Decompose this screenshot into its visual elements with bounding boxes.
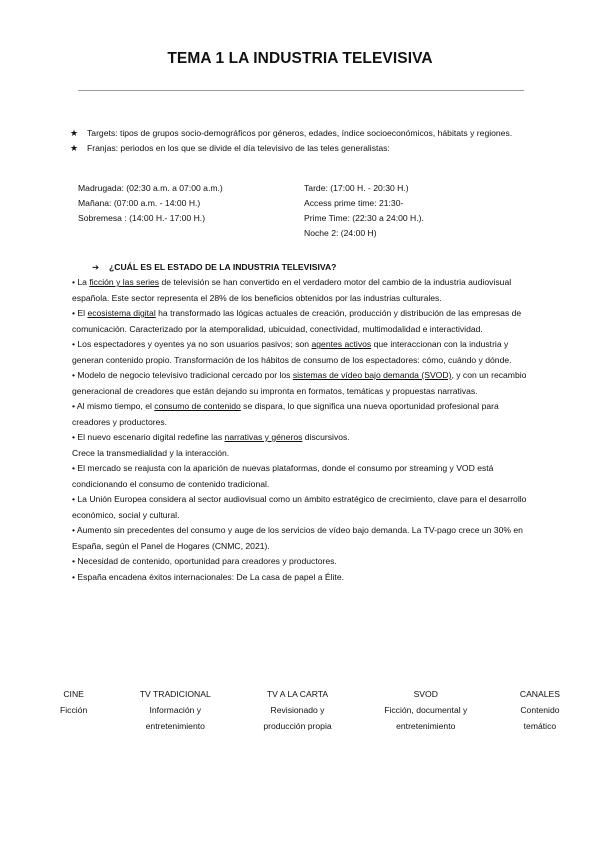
table-column bbox=[263, 686, 331, 734]
column-cell: Ficción bbox=[60, 705, 88, 715]
text-span: que interaccionan con la industria y generan contenido propio. Transformación de los hábitos de consumo de los espectadores: cómo, cuándo y dónde. bbox=[72, 339, 512, 365]
bullet-paragraph bbox=[72, 430, 528, 446]
underlined-term: ecosistema digital bbox=[87, 308, 156, 318]
bullet-paragraph: • El mercado se reajusta con la aparición de nuevas plataformas, donde el consumo por streaming y VOD está condicionando el consumo de contenido tradicional. bbox=[72, 463, 494, 489]
bullet-paragraph: • Necesidad de contenido, oportunidad para creadores y productores. bbox=[72, 556, 337, 566]
column-header: SVOD bbox=[413, 689, 438, 699]
bullet-list bbox=[72, 275, 528, 585]
table-column bbox=[520, 686, 560, 734]
franja-item: Mañana: (07:00 a.m. - 14:00 H.) bbox=[78, 198, 201, 208]
star-bullet-icon: ★ bbox=[70, 128, 79, 138]
column-header: CANALES bbox=[519, 689, 560, 699]
page-title: TEMA 1 LA INDUSTRIA TELEVISIVA bbox=[167, 50, 433, 67]
bullet-paragraph bbox=[72, 399, 528, 430]
bullet-paragraph bbox=[72, 306, 528, 337]
list-item bbox=[70, 141, 530, 156]
table-column bbox=[140, 686, 211, 734]
title-divider bbox=[78, 90, 524, 91]
question-text: ¿CUÁL ES EL ESTADO DE LA INDUSTRIA TELEVISIVA? bbox=[109, 262, 337, 272]
table-column bbox=[60, 686, 87, 734]
text-span: • Al mismo tiempo, el bbox=[72, 401, 155, 411]
table-column bbox=[384, 686, 467, 734]
column-cell: Contenido bbox=[520, 705, 560, 715]
bullet-paragraph bbox=[72, 337, 528, 368]
column-cell: entretenimiento bbox=[145, 721, 205, 731]
bullet-paragraph: • La Unión Europea considera al sector audiovisual como un ámbito estratégico de crecimiento, clave para el desarrollo económico, social y cultural. bbox=[72, 494, 527, 520]
underlined-term: consumo de contenido bbox=[154, 401, 241, 411]
franjas-left-column bbox=[78, 181, 223, 226]
franjas-right-column bbox=[304, 181, 424, 241]
franja-item: Tarde: (17:00 H. - 20:30 H.) bbox=[304, 183, 409, 193]
franja-item: Madrugada: (02:30 a.m. a 07:00 a.m.) bbox=[78, 183, 223, 193]
definitions-list bbox=[70, 126, 530, 155]
bullet-paragraph: Crece la transmedialidad y la interacción. bbox=[72, 447, 230, 458]
bullet-paragraph: • España encadena éxitos internacionales: De La casa de papel a Élite. bbox=[72, 571, 344, 582]
column-cell: producción propia bbox=[263, 721, 332, 731]
column-header: CINE bbox=[63, 689, 84, 699]
column-cell: entretenimiento bbox=[396, 721, 456, 731]
franja-item: Sobremesa : (14:00 H.- 17:00 H.) bbox=[78, 213, 206, 223]
column-cell: Revisionado y bbox=[270, 705, 325, 715]
text-span: de televisión se han convertido en el verdadero motor del cambio de la industria audiovisual española. Este sector representa el 28% de los beneficios obtenidos por las industrias culturales. bbox=[72, 277, 512, 303]
column-cell: Información y bbox=[149, 705, 202, 715]
franja-item: Noche 2: (24:00 H) bbox=[304, 228, 377, 238]
franjas-definition: Franjas: periodos en los que se divide el día televisivo de las teles generalistas: bbox=[87, 142, 390, 153]
bullet-paragraph bbox=[72, 368, 528, 399]
media-types-table bbox=[60, 686, 560, 734]
star-bullet-icon: ★ bbox=[70, 142, 79, 153]
text-span: ha transformado las lógicas actuales de creación, producción y distribución de las empresas de comunicación. Caracterizado por la atemporalidad, ubicuidad, conectividad, multimodalidad e interactividad. bbox=[72, 308, 522, 334]
franja-item: Prime Time: (22:30 a 24:00 H.). bbox=[304, 213, 424, 223]
text-span: • Los espectadores y oyentes ya no son usuarios pasivos; son bbox=[72, 339, 312, 349]
column-cell: Ficción, documental y bbox=[384, 705, 468, 715]
text-span: • El bbox=[72, 308, 88, 318]
franja-item: Access prime time: 21:30- bbox=[304, 198, 404, 208]
underlined-term: agentes activos bbox=[311, 339, 372, 349]
text-span: se dispara, lo que significa una nueva oportunidad profesional para creadores y productores. bbox=[72, 401, 499, 427]
text-span: , y con un recambio generacional de creadores que están dejando su impronta en formatos, temáticas y propuestas narrativas. bbox=[72, 370, 527, 396]
underlined-term: sistemas de vídeo bajo demanda (SVOD) bbox=[292, 370, 452, 380]
text-span: discursivos. bbox=[302, 432, 350, 442]
targets-definition: Targets: tipos de grupos socio-demográficos por géneros, edades, índice socioeconómicos, hábitats y regiones. bbox=[87, 128, 513, 138]
text-span: • Modelo de negocio televisivo tradicional cercado por los bbox=[72, 370, 293, 380]
underlined-term: ficción y las series bbox=[89, 277, 160, 287]
list-item bbox=[70, 126, 530, 141]
bullet-paragraph: • Aumento sin precedentes del consumo y auge de los servicios de vídeo bajo demanda. La TV-pago crece un 30% en España, según el Panel de Hogares (CNMC, 2021). bbox=[72, 525, 523, 551]
text-span: • El nuevo escenario digital redefine las bbox=[72, 432, 225, 442]
bullet-paragraph bbox=[72, 275, 528, 306]
column-header: TV TRADICIONAL bbox=[139, 689, 211, 699]
section-question bbox=[92, 262, 336, 273]
column-header: TV A LA CARTA bbox=[266, 689, 329, 699]
arrow-right-icon: ➔ bbox=[92, 262, 100, 272]
text-span: • La bbox=[72, 277, 90, 287]
column-cell: temático bbox=[523, 721, 557, 731]
underlined-term: narrativas y géneros bbox=[224, 432, 303, 442]
